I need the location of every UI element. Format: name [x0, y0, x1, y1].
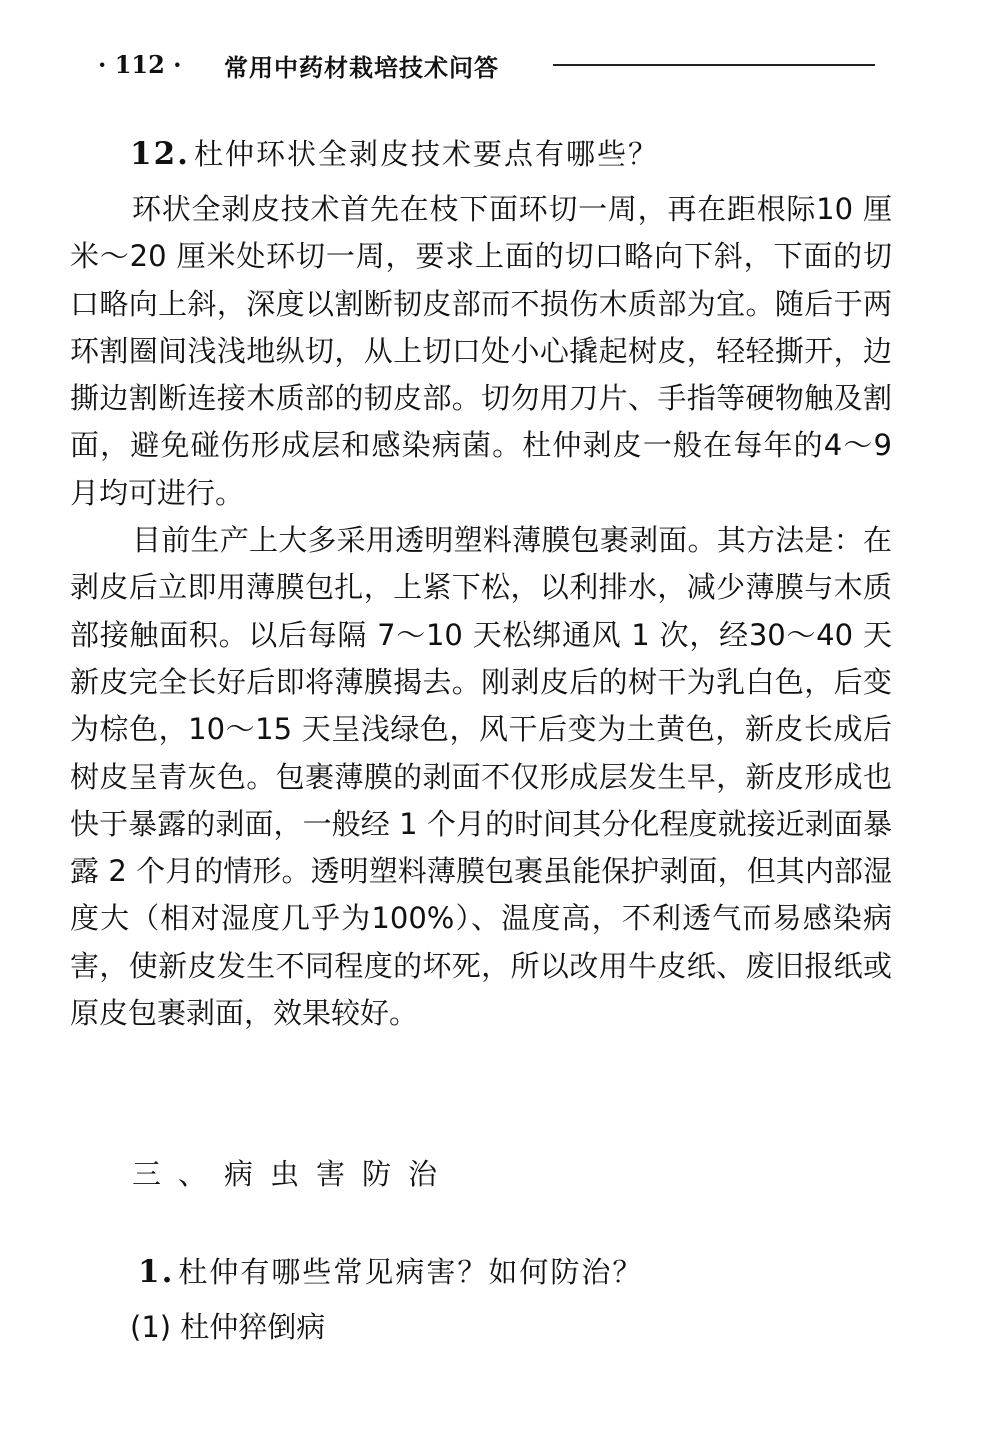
question-text: 杜仲环状全剥皮技术要点有哪些？ [193, 137, 659, 171]
section-heading: 三、病虫害防治 [132, 1157, 455, 1191]
question-number: 12. [130, 136, 190, 172]
paragraph-2: 目前生产上大多采用透明塑料薄膜包裹剥面。其方法是：在剥皮后立即用薄膜包扎，上紧下松，以利排水，减少薄膜与木质部接触面积。以后每隔 7～10 天松绑通风 1 次，经30～40 天新皮完全长好后即将薄膜揭去。刚剥皮后的树干为乳白色，后变为棕色，10～15 天呈浅绿色，风干后变为土黄色，新皮长成后树皮呈青灰色。包裹薄膜的剥面不仅形成层发生早，新皮形成也快于暴露的剥面，一般经 1 个月的时间其分化程度就接近剥面暴露 2 个月的情形。透明塑料薄膜包裹虽能保护剥面，但其内部湿度大（相对湿度几乎为100%）、温度高，不利透气而易感染病害，使新皮发生不同程度的坏死，所以改用牛皮纸、废旧报纸或原皮包裹剥面，效果较好。 [70, 523, 892, 1031]
answer-body [70, 186, 892, 1037]
question-1-heading [138, 1250, 643, 1291]
sub-item-heading: (1) 杜仲猝倒病 [130, 1310, 326, 1344]
question-number: 1. [138, 1254, 175, 1290]
question-text: 杜仲有哪些常见病害？如何防治？ [178, 1255, 644, 1289]
running-header [98, 48, 888, 88]
running-title: 常用中药材栽培技术问答 [224, 53, 499, 82]
page-number: · 112 · [98, 50, 182, 79]
question-12-heading [130, 132, 659, 173]
header-rule [553, 64, 875, 66]
paragraph-1: 环状全剥皮技术首先在枝下面环切一周，再在距根际10 厘米～20 厘米处环切一周，要求上面的切口略向下斜，下面的切口略向上斜，深度以割断韧皮部而不损伤木质部为宜。随后于两环割圈间浅浅地纵切，从上切口处小心撬起树皮，轻轻撕开，边撕边割断连接木质部的韧皮部。切勿用刀片、手指等硬物触及割面，避免碰伤形成层和感染病菌。杜仲剥皮一般在每年的4～9 月均可进行。 [70, 192, 892, 510]
